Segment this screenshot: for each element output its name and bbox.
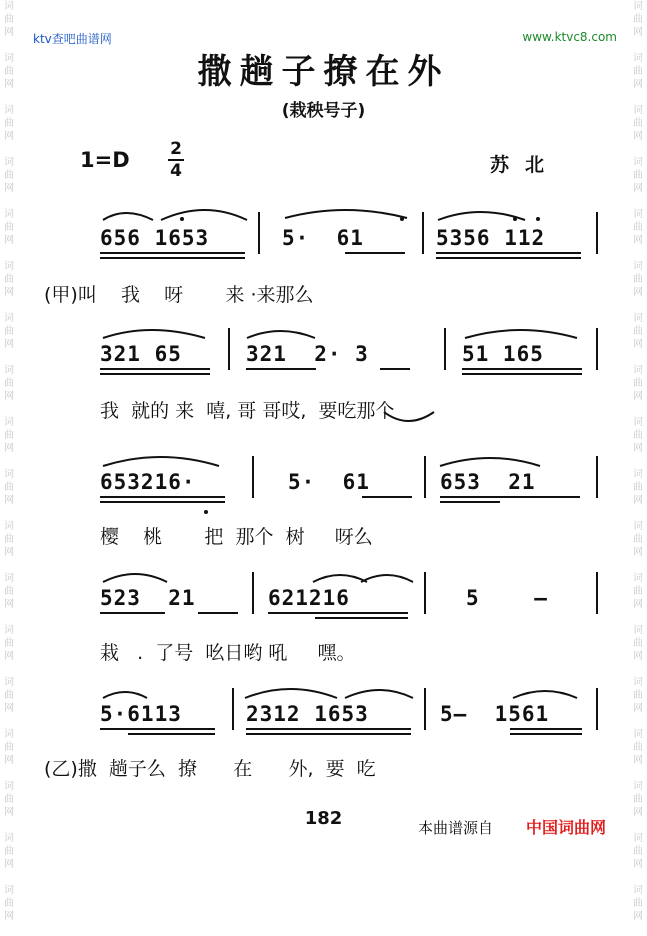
source-label: 本曲谱源自 [418, 819, 494, 837]
region-label: 苏北 [490, 154, 561, 176]
beam [100, 612, 165, 614]
beam [100, 728, 215, 730]
measure-5-2: 2312 1653 [246, 702, 369, 726]
time-signature [168, 141, 184, 179]
measure-3-1: 653216· [100, 470, 196, 494]
measure-1-3: 5356 112 [436, 226, 546, 250]
beam [100, 252, 245, 254]
slurs-system-4 [95, 560, 615, 590]
beam [100, 501, 225, 503]
measure-4-3: 5 — [466, 586, 548, 610]
measure-5-3: 5— 1561 [440, 702, 550, 726]
beam [246, 368, 316, 370]
beam [345, 252, 405, 254]
measure-1-2: 5· 61 [282, 226, 364, 250]
octave-dot [180, 217, 184, 221]
slurs-system-3 [95, 444, 615, 474]
time-denominator: 4 [170, 161, 182, 181]
beam [440, 501, 500, 503]
measure-2-3: 51 165 [462, 342, 544, 366]
beam [100, 373, 210, 375]
octave-dot [513, 217, 517, 221]
octave-dot-low [204, 510, 208, 514]
key-signature: 1=D [80, 148, 130, 172]
time-numerator: 2 [170, 139, 182, 159]
beam [440, 496, 580, 498]
side-watermark-right: 词 曲 网 词 曲 网 词 曲 网 词 曲 网 词 曲 网 词 曲 网 词 曲 网 词 曲 网 词 曲 网 词 曲 网 词 曲 网 词 曲 网 词 曲 网 词 曲 网 词 曲 网 词 曲 网 词 曲 网 词 曲 网 [633, 1, 643, 922]
beam [315, 617, 408, 619]
beam [510, 728, 582, 730]
lyrics-line-5: (乙)撒 趟子么 撩 在 外, 要 吃 [44, 758, 376, 780]
beam [462, 368, 582, 370]
slurs-system-2 [95, 316, 615, 346]
measure-4-1: 523 21 [100, 586, 196, 610]
site-watermark-right: www.ktvc8.com [522, 30, 617, 44]
measure-2-1: 321 65 [100, 342, 182, 366]
beam [100, 368, 210, 370]
measure-5-1: 5·6113 [100, 702, 182, 726]
slurs-system-1 [95, 198, 615, 228]
song-subtitle: (栽秧号子) [281, 101, 366, 121]
beam [462, 373, 582, 375]
octave-dot [400, 217, 404, 221]
beam [436, 257, 581, 259]
measure-1-1: 656 1653 [100, 226, 210, 250]
beam [436, 252, 581, 254]
side-watermark-left: 词 曲 网 词 曲 网 词 曲 网 词 曲 网 词 曲 网 词 曲 网 词 曲 网 词 曲 网 词 曲 网 词 曲 网 词 曲 网 词 曲 网 词 曲 网 词 曲 网 词 曲 网 词 曲 网 词 曲 网 词 曲 网 [4, 1, 14, 922]
beam [362, 496, 412, 498]
page-number-value: 182 [304, 808, 343, 829]
beam [100, 496, 225, 498]
slurs-system-5 [95, 676, 615, 706]
source-site: 中国词曲网 [526, 818, 607, 837]
beam [380, 368, 410, 370]
beam [198, 612, 238, 614]
lyrics-line-2: 我 就的 来 嘻, 哥 哥哎, 要吃那个 [100, 400, 395, 422]
measure-2-2: 321 2· 3 [246, 342, 369, 366]
lyrics-line-1: (甲)叫 我 呀 来 ·来那么 [44, 284, 314, 306]
measure-3-3: 653 21 [440, 470, 536, 494]
beam [510, 733, 582, 735]
song-title: 撒趟子撩在外 [197, 52, 450, 92]
measure-4-2: 621216 [268, 586, 350, 610]
octave-dot [536, 217, 540, 221]
beam [100, 257, 245, 259]
measure-3-2: 5· 61 [288, 470, 370, 494]
beam [246, 733, 411, 735]
beam [246, 728, 411, 730]
lyrics-line-3: 樱 桃 把 那个 树 呀么 [100, 526, 373, 548]
site-watermark-left: ktv查吧曲谱网 [33, 32, 112, 46]
lyrics-line-4: 栽 . 了号 吆日哟 吼 嘿。 [100, 642, 356, 664]
beam [268, 612, 408, 614]
beam [128, 733, 215, 735]
